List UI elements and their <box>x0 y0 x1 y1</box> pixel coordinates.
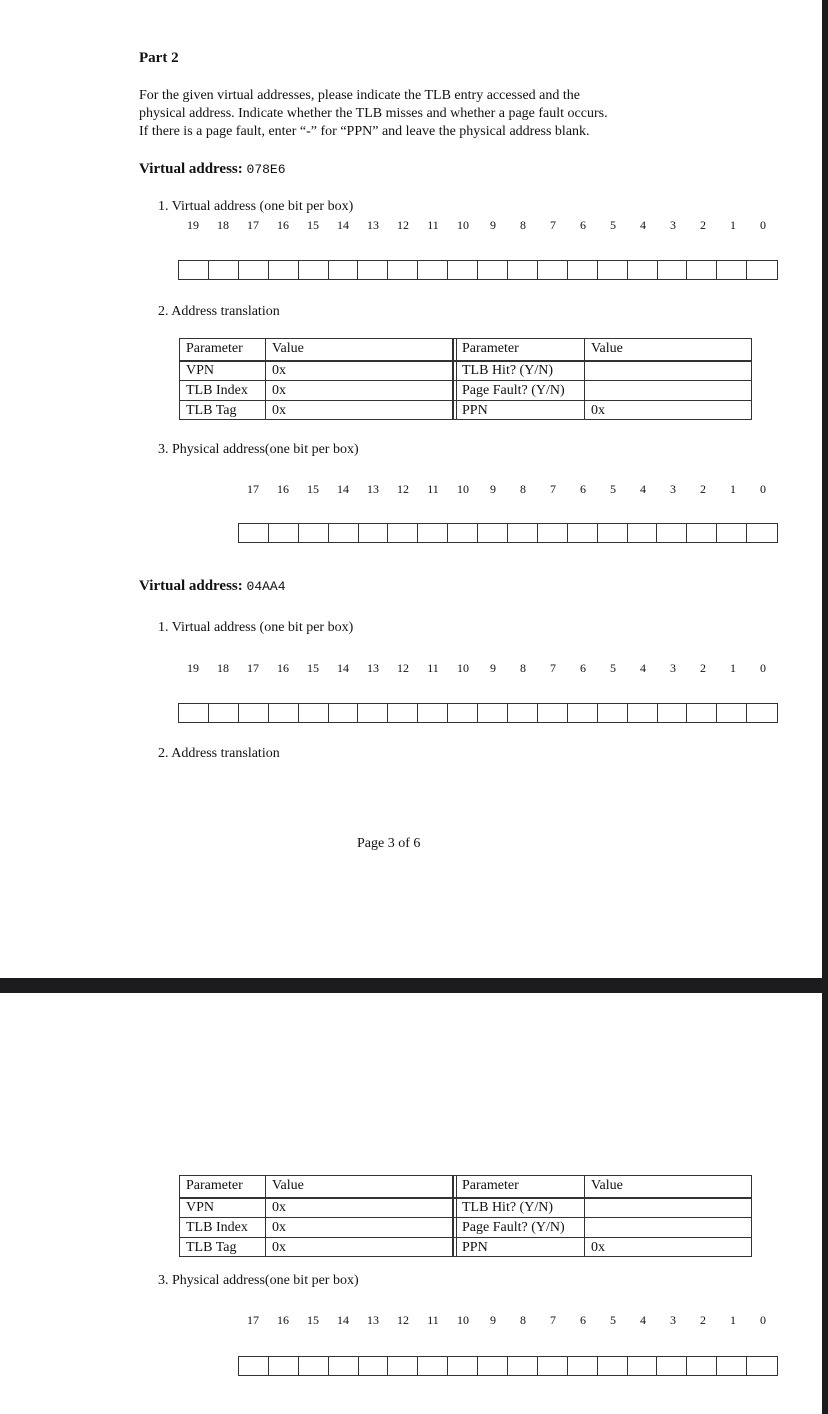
table-block <box>179 1175 453 1257</box>
bit-box[interactable] <box>687 261 717 279</box>
bit-box[interactable] <box>179 261 209 279</box>
table-header: Value <box>591 1178 623 1193</box>
bit-box[interactable] <box>358 261 388 279</box>
table-cell: 0x <box>591 403 605 418</box>
bit-label: 12 <box>397 661 409 675</box>
bit-label: 16 <box>277 1313 289 1327</box>
bit-label: 7 <box>550 218 556 232</box>
table-header: Parameter <box>462 341 519 356</box>
bit-label: 10 <box>457 482 469 496</box>
bit-label: 15 <box>307 218 319 232</box>
table-block <box>453 1175 752 1257</box>
table-cell: TLB Tag <box>186 1240 237 1255</box>
bit-label: 9 <box>490 661 496 675</box>
bit-label: 13 <box>367 482 379 496</box>
table-cell: TLB Tag <box>186 403 237 418</box>
bit-label: 0 <box>760 1313 766 1327</box>
bit-label: 11 <box>427 661 439 675</box>
bit-label: 9 <box>490 218 496 232</box>
va-value: 04AA4 <box>246 579 286 594</box>
page-footer: Page 3 of 6 <box>357 836 421 851</box>
bit-label: 4 <box>640 482 646 496</box>
bit-box[interactable] <box>239 524 269 542</box>
table-cell: 0x <box>591 1240 605 1255</box>
bit-box[interactable] <box>658 704 688 722</box>
bit-box[interactable] <box>628 704 658 722</box>
bit-box[interactable] <box>508 524 538 542</box>
bit-box[interactable] <box>418 261 448 279</box>
bit-box[interactable] <box>359 524 389 542</box>
bit-label: 11 <box>427 482 439 496</box>
table-cell: TLB Hit? (Y/N) <box>462 363 553 378</box>
bit-box[interactable] <box>299 1357 329 1375</box>
table-cell: 0x <box>272 1240 286 1255</box>
bit-label: 16 <box>277 661 289 675</box>
bit-box[interactable] <box>508 1357 538 1375</box>
bit-label: 17 <box>247 482 259 496</box>
bit-box[interactable] <box>299 704 329 722</box>
bit-label: 18 <box>217 661 229 675</box>
bit-label: 1 <box>730 1313 736 1327</box>
bit-box[interactable] <box>568 704 598 722</box>
bit-label: 1 <box>730 482 736 496</box>
bit-label: 0 <box>760 218 766 232</box>
bit-label: 8 <box>520 1313 526 1327</box>
bit-box[interactable] <box>269 261 299 279</box>
bit-box[interactable] <box>209 261 239 279</box>
bit-box[interactable] <box>568 524 598 542</box>
bit-box[interactable] <box>687 524 717 542</box>
table-cell: VPN <box>186 1200 215 1215</box>
bit-label: 4 <box>640 1313 646 1327</box>
bit-box[interactable] <box>598 261 628 279</box>
bit-box[interactable] <box>598 704 628 722</box>
bit-box[interactable] <box>478 524 508 542</box>
bit-label: 13 <box>367 1313 379 1327</box>
bit-label: 3 <box>670 218 676 232</box>
bit-label: 2 <box>700 218 706 232</box>
bit-label: 17 <box>247 1313 259 1327</box>
pa-bit-labels <box>238 1313 778 1329</box>
bit-label: 4 <box>640 661 646 675</box>
section2-item1: 1. Virtual address (one bit per box) <box>158 620 354 635</box>
bit-label: 11 <box>427 218 439 232</box>
bit-label: 8 <box>520 661 526 675</box>
table-header: Value <box>272 341 304 356</box>
table-cell: Page Fault? (Y/N) <box>462 383 565 398</box>
bit-label: 16 <box>277 482 289 496</box>
table-cell: TLB Index <box>186 1220 248 1235</box>
bit-box[interactable] <box>388 524 418 542</box>
bit-box[interactable] <box>239 704 269 722</box>
bit-label: 7 <box>550 1313 556 1327</box>
table-cell: 0x <box>272 363 286 378</box>
instruction-line: For the given virtual addresses, please indicate the TLB entry accessed and the <box>139 88 580 103</box>
table-block <box>179 338 453 420</box>
table-header: Value <box>272 1178 304 1193</box>
bit-label: 2 <box>700 661 706 675</box>
bit-box[interactable] <box>717 1357 747 1375</box>
table-cell: Page Fault? (Y/N) <box>462 1220 565 1235</box>
bit-label: 15 <box>307 661 319 675</box>
bit-label: 4 <box>640 218 646 232</box>
bit-box[interactable] <box>418 524 448 542</box>
page-separator <box>0 978 828 993</box>
bit-box[interactable] <box>598 524 628 542</box>
bit-label: 19 <box>187 218 199 232</box>
address-translation-table <box>179 1175 752 1257</box>
bit-label: 17 <box>247 661 259 675</box>
bit-box[interactable] <box>658 261 688 279</box>
table-cell: 0x <box>272 383 286 398</box>
bit-box[interactable] <box>418 704 448 722</box>
bit-box[interactable] <box>358 704 388 722</box>
bit-box[interactable] <box>747 1357 777 1375</box>
bit-label: 14 <box>337 482 349 496</box>
bit-box[interactable] <box>538 704 568 722</box>
bit-box[interactable] <box>657 524 687 542</box>
bit-label: 8 <box>520 482 526 496</box>
table-cell: PPN <box>462 403 488 418</box>
bit-box[interactable] <box>478 1357 508 1375</box>
bit-label: 15 <box>307 482 319 496</box>
bit-label: 5 <box>610 482 616 496</box>
bit-box[interactable] <box>747 524 777 542</box>
bit-box[interactable] <box>239 261 269 279</box>
bit-box[interactable] <box>299 524 329 542</box>
table-block <box>453 338 752 420</box>
table-header: Parameter <box>186 341 243 356</box>
bit-box[interactable] <box>478 704 508 722</box>
bit-box[interactable] <box>628 261 658 279</box>
table-cell: TLB Index <box>186 383 248 398</box>
bit-box[interactable] <box>388 704 418 722</box>
bit-label: 5 <box>610 218 616 232</box>
table-header: Parameter <box>186 1178 243 1193</box>
va-label: Virtual address <box>139 161 238 177</box>
bit-box[interactable] <box>657 1357 687 1375</box>
bit-label: 14 <box>337 1313 349 1327</box>
table-header: Parameter <box>462 1178 519 1193</box>
bit-box[interactable] <box>538 261 568 279</box>
bit-box[interactable] <box>747 704 777 722</box>
table-cell: 0x <box>272 1200 286 1215</box>
pa-bit-boxes[interactable] <box>238 523 778 543</box>
section1-item2: 2. Address translation <box>158 304 280 319</box>
bit-label: 6 <box>580 1313 586 1327</box>
bit-box[interactable] <box>388 261 418 279</box>
bit-box[interactable] <box>359 1357 389 1375</box>
bit-box[interactable] <box>209 704 239 722</box>
bit-box[interactable] <box>269 704 299 722</box>
section1-item1: 1. Virtual address (one bit per box) <box>158 199 354 214</box>
bit-label: 11 <box>427 1313 439 1327</box>
va-bit-labels <box>178 218 778 234</box>
bit-label: 10 <box>457 218 469 232</box>
table-cell: PPN <box>462 1240 488 1255</box>
bit-label: 3 <box>670 482 676 496</box>
pa-bit-boxes[interactable] <box>238 1356 778 1376</box>
bit-label: 0 <box>760 482 766 496</box>
bit-box[interactable] <box>329 524 359 542</box>
bit-box[interactable] <box>687 1357 717 1375</box>
va-heading-2: Virtual address: 04AA4 <box>139 578 286 594</box>
table-cell: VPN <box>186 363 215 378</box>
bit-box[interactable] <box>628 524 658 542</box>
bit-box[interactable] <box>538 524 568 542</box>
bit-label: 6 <box>580 661 586 675</box>
bit-label: 14 <box>337 218 349 232</box>
bit-label: 0 <box>760 661 766 675</box>
bit-box[interactable] <box>508 704 538 722</box>
bit-box[interactable] <box>448 524 478 542</box>
instruction-line: physical address. Indicate whether the TLB misses and whether a page fault occurs. <box>139 106 608 121</box>
va-bit-labels <box>178 661 778 677</box>
bit-label: 5 <box>610 1313 616 1327</box>
section1-item3: 3. Physical address(one bit per box) <box>158 442 359 457</box>
bit-box[interactable] <box>329 704 359 722</box>
bit-box[interactable] <box>329 1357 359 1375</box>
bit-box[interactable] <box>747 261 777 279</box>
table-cell: 0x <box>272 1220 286 1235</box>
bit-box[interactable] <box>717 704 747 722</box>
bit-box[interactable] <box>418 1357 448 1375</box>
bit-box[interactable] <box>329 261 359 279</box>
bit-label: 3 <box>670 661 676 675</box>
bit-box[interactable] <box>717 524 747 542</box>
bit-box[interactable] <box>538 1357 568 1375</box>
bit-label: 8 <box>520 218 526 232</box>
bit-box[interactable] <box>628 1357 658 1375</box>
right-edge <box>822 0 828 1414</box>
va-bit-boxes[interactable] <box>178 260 778 280</box>
table-cell: TLB Hit? (Y/N) <box>462 1200 553 1215</box>
bit-label: 15 <box>307 1313 319 1327</box>
bit-label: 13 <box>367 661 379 675</box>
bit-label: 6 <box>580 218 586 232</box>
bit-label: 14 <box>337 661 349 675</box>
bit-box[interactable] <box>388 1357 418 1375</box>
bit-label: 3 <box>670 1313 676 1327</box>
table-header: Value <box>591 341 623 356</box>
bit-box[interactable] <box>448 704 478 722</box>
table-cell: 0x <box>272 403 286 418</box>
bit-box[interactable] <box>717 261 747 279</box>
bit-label: 12 <box>397 482 409 496</box>
instructions <box>139 87 659 141</box>
bit-box[interactable] <box>568 261 598 279</box>
section2-item2: 2. Address translation <box>158 746 280 761</box>
bit-box[interactable] <box>508 261 538 279</box>
bit-box[interactable] <box>598 1357 628 1375</box>
bit-box[interactable] <box>448 261 478 279</box>
bit-label: 9 <box>490 482 496 496</box>
bit-box[interactable] <box>179 704 209 722</box>
bit-label: 12 <box>397 218 409 232</box>
bit-label: 5 <box>610 661 616 675</box>
bit-label: 17 <box>247 218 259 232</box>
va-heading-1: Virtual address: 078E6 <box>139 161 286 177</box>
va-bit-boxes[interactable] <box>178 703 778 723</box>
bit-label: 9 <box>490 1313 496 1327</box>
bit-label: 12 <box>397 1313 409 1327</box>
bit-box[interactable] <box>448 1357 478 1375</box>
pa-bit-labels <box>238 482 778 498</box>
bit-label: 2 <box>700 482 706 496</box>
bit-label: 2 <box>700 1313 706 1327</box>
va-label: Virtual address <box>139 578 238 594</box>
bit-box[interactable] <box>568 1357 598 1375</box>
bit-label: 1 <box>730 661 736 675</box>
bit-box[interactable] <box>269 524 299 542</box>
bit-label: 13 <box>367 218 379 232</box>
bit-label: 10 <box>457 1313 469 1327</box>
bit-box[interactable] <box>239 1357 269 1375</box>
address-translation-table <box>179 338 752 420</box>
bit-box[interactable] <box>269 1357 299 1375</box>
bit-label: 7 <box>550 661 556 675</box>
bit-box[interactable] <box>687 704 717 722</box>
bit-label: 1 <box>730 218 736 232</box>
bit-label: 6 <box>580 482 586 496</box>
va-value: 078E6 <box>246 162 286 177</box>
bit-box[interactable] <box>478 261 508 279</box>
bit-label: 19 <box>187 661 199 675</box>
bit-label: 18 <box>217 218 229 232</box>
bit-label: 10 <box>457 661 469 675</box>
bit-label: 16 <box>277 218 289 232</box>
instruction-line: If there is a page fault, enter “-” for “PPN” and leave the physical address blank. <box>139 124 590 139</box>
section2-item3: 3. Physical address(one bit per box) <box>158 1273 359 1288</box>
bit-box[interactable] <box>299 261 329 279</box>
bit-label: 7 <box>550 482 556 496</box>
part-title: Part 2 <box>139 50 179 66</box>
